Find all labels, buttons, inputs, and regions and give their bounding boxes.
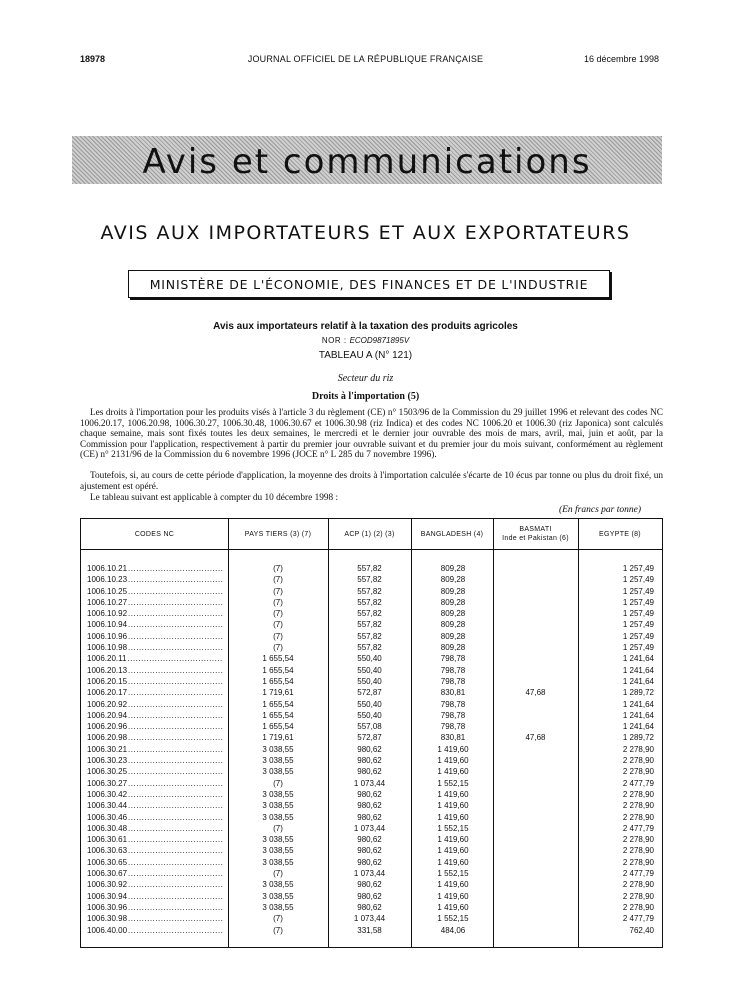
cell-acp: 550,40 (357, 699, 382, 709)
cell-acp: 980,62 (357, 857, 382, 867)
table-row (81, 800, 662, 811)
cell-egy: 1 257,49 (622, 609, 654, 619)
cell-code: 1006.30.65 ..... (87, 857, 223, 868)
cell-bgd: 830,81 (440, 688, 466, 698)
cell-egy: 2 278,90 (622, 835, 654, 845)
cell-code: 1006.30.48 ..... (87, 823, 223, 834)
cell-code: 1006.30.94 ..... (87, 891, 223, 902)
table-row (81, 902, 662, 913)
table-row (81, 653, 662, 664)
cell-pt: (7) (273, 609, 283, 619)
cell-egy: 1 241,64 (622, 699, 654, 709)
cell-egy: 2 278,90 (622, 756, 654, 766)
table-row (81, 789, 662, 800)
cell-acp: 980,62 (357, 789, 382, 799)
cell-pt: 3 038,55 (262, 880, 294, 890)
cell-code: 1006.30.98 ..... (87, 913, 223, 924)
cell-bgd: 798,78 (440, 665, 466, 675)
table-row (81, 721, 662, 732)
cell-bgd: 798,78 (440, 676, 466, 686)
cell-egy: 2 477,79 (622, 869, 654, 879)
cell-bgd: 809,28 (440, 564, 466, 573)
cell-egy: 1 241,64 (622, 654, 654, 664)
cell-egy: 2 278,90 (622, 857, 654, 867)
cell-code: 1006.30.21 ..... (87, 744, 223, 755)
table-row (81, 642, 662, 653)
cell-egy: 2 278,90 (622, 902, 654, 912)
cell-code: 1006.30.25 ..... (87, 766, 223, 777)
cell-pt: 1 719,61 (262, 733, 294, 743)
table-row (81, 586, 662, 597)
cell-bgd: 809,28 (440, 643, 466, 653)
paragraph-1: Les droits à l'importation pour les produits visés à l'article 3 du règlement (CE) n° 1503/96 de la Commission du 29 juillet 1996 et relevant des codes NC 1006.20.17, 1006.20.98, 1006.30.27, 1006.30.48, 1006.30.67 et 1006.30.98 (riz Indica) et des codes NC 1006.20 et 1006.30 (riz Japonica) sont calculés chaque semaine, mais sont fixés toutes les deux semaines, le mercredi et le dernier jour ouvrable des mois de mars, avril, mai, juin et août, par la Commission pour l'application, respectivement à partir du premier jour ouvrable suivant et du premier jour du mois suivant, conformément au règlement (CE) n° 2131/96 de la Commission du 6 novembre 1996 (JOCE n° L 285 du 7 novembre 1996). (80, 408, 663, 461)
header-divider (81, 549, 662, 550)
cell-acp: 1 073,44 (353, 823, 386, 833)
cell-pt: 3 038,55 (262, 756, 294, 766)
cell-egy: 2 278,90 (622, 767, 654, 777)
cell-pt: (7) (273, 597, 283, 607)
cell-bgd: 809,28 (440, 631, 466, 641)
cell-code: 1006.10.27 ..... (87, 597, 223, 608)
cell-egy: 2 278,90 (622, 891, 654, 901)
unit-note: (En francs par tonne) (558, 505, 641, 515)
cell-pt: 1 655,54 (262, 665, 294, 675)
cell-egy: 1 257,49 (622, 586, 654, 596)
cell-egy: 2 278,90 (622, 789, 654, 799)
cell-acp: 980,62 (357, 801, 382, 811)
header-codes: CODES NC (134, 530, 175, 538)
cell-egy: 2 278,90 (622, 846, 654, 856)
duties-table (80, 518, 663, 948)
cell-egy: 1 289,72 (622, 733, 654, 743)
cell-acp: 980,62 (357, 756, 382, 766)
cell-pt: 1 655,54 (262, 710, 294, 720)
table-row (81, 710, 662, 721)
table-row (81, 699, 662, 710)
table-row (81, 913, 662, 924)
cell-pt: 3 038,55 (262, 902, 294, 912)
cell-pt: (7) (273, 925, 283, 935)
cell-acp: 557,82 (357, 643, 382, 653)
cell-code: 1006.10.92 ..... (87, 608, 223, 619)
cell-bgd: 830,81 (440, 733, 466, 743)
cell-acp: 331,58 (357, 925, 382, 935)
cell-acp: 557,08 (357, 722, 382, 732)
journal-title: JOURNAL OFFICIEL DE LA RÉPUBLIQUE FRANÇAISE (247, 54, 484, 64)
header-egypte: EGYPTE (8) (599, 530, 641, 538)
cell-pt: 3 038,55 (262, 767, 294, 777)
cell-acp: 572,87 (357, 733, 382, 743)
cell-code: 1006.30.63 ..... (87, 845, 223, 856)
cell-bgd: 1 419,60 (437, 801, 469, 811)
tableau-label: TABLEAU A (N° 121) (318, 350, 413, 361)
cell-acp: 557,82 (357, 575, 382, 585)
cell-egy: 1 257,49 (622, 564, 654, 573)
cell-acp: 572,87 (357, 688, 382, 698)
table-row (81, 687, 662, 698)
cell-egy: 1 241,64 (622, 710, 654, 720)
cell-pt: (7) (273, 631, 283, 641)
cell-bgd: 798,78 (440, 654, 466, 664)
cell-code: 1006.30.46 ..... (87, 812, 223, 823)
cell-code: 1006.30.92 ..... (87, 879, 223, 890)
cell-code: 1006.20.92 ..... (87, 699, 223, 710)
cell-egy: 1 241,64 (622, 676, 654, 686)
table-row (81, 857, 662, 868)
cell-bgd: 809,28 (440, 609, 466, 619)
header-bangladesh: BANGLADESH (4) (420, 530, 484, 538)
cell-acp: 980,62 (357, 744, 382, 754)
cell-pt: (7) (273, 575, 283, 585)
header-basmati: BASMATI Inde et Pakistan (6) (502, 526, 569, 542)
cell-pt: 3 038,55 (262, 812, 294, 822)
table-row (81, 778, 662, 789)
cell-bgd: 1 419,60 (437, 857, 469, 867)
cell-acp: 550,40 (357, 676, 382, 686)
table-row (81, 891, 662, 902)
cell-code: 1006.20.94 ..... (87, 710, 223, 721)
cell-pt: (7) (273, 586, 283, 596)
cell-code: 1006.30.96 ..... (87, 902, 223, 913)
cell-code: 1006.10.96 ..... (87, 631, 223, 642)
cell-egy: 762,40 (629, 925, 654, 935)
cell-bgd: 1 552,15 (437, 869, 469, 879)
cell-egy: 2 278,90 (622, 880, 654, 890)
cell-pt: 1 655,54 (262, 654, 294, 664)
cell-bgd: 809,28 (440, 597, 466, 607)
cell-code: 1006.20.96 ..... (87, 721, 223, 732)
table-row (81, 755, 662, 766)
table-row (81, 766, 662, 777)
cell-pt: 3 038,55 (262, 835, 294, 845)
nor-code: ECOD9871895V (349, 336, 410, 345)
cell-code: 1006.10.21 ..... (87, 563, 223, 574)
table-row (81, 665, 662, 676)
table-row (81, 574, 662, 585)
issue-date: 16 décembre 1998 (583, 54, 659, 64)
cell-code: 1006.20.17 ..... (87, 687, 223, 698)
cell-acp: 980,62 (357, 902, 382, 912)
cell-pt: (7) (273, 620, 283, 630)
cell-bgd: 1 419,60 (437, 767, 469, 777)
table-row (81, 812, 662, 823)
nor-line (0, 336, 731, 345)
cell-pt: 1 655,54 (262, 722, 294, 732)
table-row (81, 868, 662, 879)
cell-pt: 3 038,55 (262, 801, 294, 811)
cell-bgd: 798,78 (440, 710, 466, 720)
cell-acp: 557,82 (357, 620, 382, 630)
table-row (81, 631, 662, 642)
cell-egy: 2 278,90 (622, 801, 654, 811)
cell-pt: 1 655,54 (262, 676, 294, 686)
cell-code: 1006.20.13 ..... (87, 665, 223, 676)
cell-bas: 47,68 (525, 733, 546, 743)
section-title: AVIS AUX IMPORTATEURS ET AUX EXPORTATEURS (100, 222, 631, 244)
cell-egy: 2 477,79 (622, 914, 654, 924)
cell-egy: 1 241,64 (622, 722, 654, 732)
cell-code: 1006.20.11 ..... (87, 653, 223, 664)
cell-egy: 1 241,64 (622, 665, 654, 675)
cell-acp: 557,82 (357, 609, 382, 619)
cell-egy: 1 257,49 (622, 631, 654, 641)
cell-bgd: 809,28 (440, 620, 466, 630)
cell-pt: (7) (273, 914, 283, 924)
cell-acp: 1 073,44 (353, 914, 386, 924)
cell-code: 1006.30.67 ..... (87, 868, 223, 879)
table-body (81, 563, 662, 936)
cell-bas: 47,68 (525, 688, 546, 698)
cell-acp: 980,62 (357, 891, 382, 901)
table-row (81, 879, 662, 890)
cell-acp: 980,62 (357, 812, 382, 822)
table-row (81, 608, 662, 619)
cell-pt: (7) (273, 778, 283, 788)
cell-bgd: 1 419,60 (437, 744, 469, 754)
cell-pt: 3 038,55 (262, 789, 294, 799)
cell-pt: (7) (273, 564, 283, 573)
cell-egy: 2 278,90 (622, 812, 654, 822)
cell-acp: 550,40 (357, 654, 382, 664)
cell-pt: 1 719,61 (262, 688, 294, 698)
ministry-box (128, 270, 610, 298)
cell-pt: 3 038,55 (262, 744, 294, 754)
cell-bgd: 1 419,60 (437, 756, 469, 766)
cell-bgd: 1 419,60 (437, 789, 469, 799)
table-row (81, 744, 662, 755)
table-row (81, 925, 662, 936)
cell-egy: 2 477,79 (622, 778, 654, 788)
cell-bgd: 1 419,60 (437, 902, 469, 912)
section-banner (72, 136, 662, 184)
cell-code: 1006.10.94 ..... (87, 619, 223, 630)
notice-title: Avis aux importateurs relatif à la taxation des produits agricoles (213, 321, 518, 332)
cell-egy: 2 278,90 (622, 744, 654, 754)
cell-acp: 550,40 (357, 665, 382, 675)
cell-egy: 1 257,49 (622, 620, 654, 630)
droits-heading: Droits à l'importation (5) (311, 391, 420, 402)
header-pays-tiers: PAYS TIERS (3) (7) (244, 530, 312, 538)
cell-acp: 550,40 (357, 710, 382, 720)
header-acp: ACP (1) (2) (3) (344, 530, 395, 538)
cell-bgd: 798,78 (440, 699, 466, 709)
cell-bgd: 1 552,15 (437, 914, 469, 924)
cell-acp: 557,82 (357, 597, 382, 607)
table-row (81, 619, 662, 630)
banner-text: Avis et communications (142, 142, 592, 182)
table-row (81, 563, 662, 574)
cell-code: 1006.20.15 ..... (87, 676, 223, 687)
cell-pt: (7) (273, 643, 283, 653)
cell-bgd: 1 419,60 (437, 835, 469, 845)
cell-egy: 1 257,49 (622, 575, 654, 585)
cell-pt: 3 038,55 (262, 857, 294, 867)
cell-egy: 1 257,49 (622, 643, 654, 653)
table-row (81, 834, 662, 845)
page-number: 18978 (80, 54, 106, 64)
cell-acp: 980,62 (357, 835, 382, 845)
cell-pt: 1 655,54 (262, 699, 294, 709)
table-row (81, 597, 662, 608)
cell-bgd: 1 419,60 (437, 880, 469, 890)
cell-pt: 3 038,55 (262, 891, 294, 901)
cell-code: 1006.30.42 ..... (87, 789, 223, 800)
cell-pt: (7) (273, 823, 283, 833)
cell-bgd: 798,78 (440, 722, 466, 732)
table-row (81, 823, 662, 834)
cell-acp: 1 073,44 (353, 869, 386, 879)
cell-acp: 557,82 (357, 586, 382, 596)
cell-acp: 1 073,44 (353, 778, 386, 788)
cell-egy: 2 477,79 (622, 823, 654, 833)
cell-acp: 557,82 (357, 631, 382, 641)
cell-code: 1006.10.25 ..... (87, 586, 223, 597)
table-row (81, 845, 662, 856)
cell-code: 1006.10.23 ..... (87, 574, 223, 585)
cell-code: 1006.20.98 ..... (87, 732, 223, 743)
table-row (81, 732, 662, 743)
cell-code: 1006.40.00 ..... (87, 925, 223, 936)
table-row (81, 676, 662, 687)
cell-pt: 3 038,55 (262, 846, 294, 856)
cell-egy: 1 289,72 (622, 688, 654, 698)
cell-bgd: 1 419,60 (437, 846, 469, 856)
cell-code: 1006.30.27 ..... (87, 778, 223, 789)
paragraph-2: Toutefois, si, au cours de cette période d'application, la moyenne des droits à l'importation calculée s'écarte de 10 écus par tonne ou plus du droit fixé, un ajustement est opéré. (80, 471, 663, 492)
cell-acp: 980,62 (357, 846, 382, 856)
cell-code: 1006.30.44 ..... (87, 800, 223, 811)
cell-bgd: 809,28 (440, 586, 466, 596)
paragraph-3: Le tableau suivant est applicable à compter du 10 décembre 1998 : (90, 493, 339, 503)
secteur-label: Secteur du riz (337, 373, 394, 384)
nor-label: NOR : (321, 336, 347, 345)
cell-bgd: 1 419,60 (437, 891, 469, 901)
cell-bgd: 1 552,15 (437, 823, 469, 833)
cell-bgd: 484,06 (440, 925, 466, 935)
cell-acp: 980,62 (357, 880, 382, 890)
cell-code: 1006.30.61 ..... (87, 834, 223, 845)
cell-code: 1006.10.98 ..... (87, 642, 223, 653)
cell-bgd: 1 552,15 (437, 778, 469, 788)
ministry-name: MINISTÈRE DE L'ÉCONOMIE, DES FINANCES ET DE L'INDUSTRIE (149, 276, 589, 292)
cell-bgd: 809,28 (440, 575, 466, 585)
cell-acp: 980,62 (357, 767, 382, 777)
cell-bgd: 1 419,60 (437, 812, 469, 822)
cell-acp: 557,82 (357, 564, 382, 573)
cell-egy: 1 257,49 (622, 597, 654, 607)
cell-pt: (7) (273, 869, 283, 879)
cell-code: 1006.30.23 ..... (87, 755, 223, 766)
